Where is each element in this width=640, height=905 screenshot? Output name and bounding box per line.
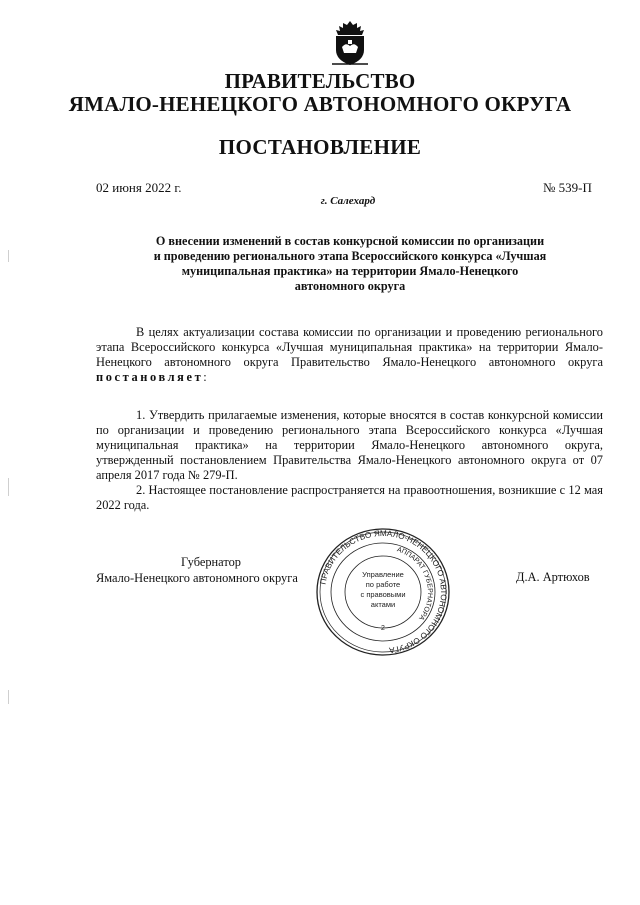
document-subject xyxy=(96,234,604,294)
subject-line: О внесении изменений в состав конкурсной комиссии по организации xyxy=(155,234,545,248)
official-stamp xyxy=(313,527,453,657)
signatory-role-line2: Ямало-Ненецкого автономного округа xyxy=(96,571,298,585)
subject-line: муниципальная практика» на территории Ямало-Ненецкого xyxy=(181,264,519,278)
government-title-line1: ПРАВИТЕЛЬСТВО xyxy=(224,69,416,93)
item-2-paragraph: 2. Настоящее постановление распространяется на правоотношения, возникшие с 12 мая 2022 года. xyxy=(96,483,603,512)
stamp-outer-text: ПРАВИТЕЛЬСТВО ЯМАЛО-НЕНЕЦКОГО АВТОНОМНОГО ОКРУГА xyxy=(318,528,449,655)
government-title-line2: ЯМАЛО-НЕНЕЦКОГО АВТОНОМНОГО ОКРУГА xyxy=(68,92,572,116)
signatory-name: Д.А. Артюхов xyxy=(516,570,590,584)
item-1-paragraph: 1. Утвердить прилагаемые изменения, которые вносятся в состав конкурсной комиссии по организации и проведению регионального этапа Всероссийского конкурса «Лучшая муниципальная практика» на территории Ямало-Ненецкого автономного округа, утвержденный постановлением Правительства Ямало-Ненецкого автономного округа от 07 апреля 2017 года № 279-П. xyxy=(96,408,603,482)
document-number: № 539-П xyxy=(543,180,592,195)
stamp-center-line2: по работе xyxy=(365,580,401,589)
preamble-paragraph: В целях актуализации состава комиссии по организации и проведению регионального этапа Всероссийского конкурса «Лучшая муниципальная практика» на территории Ямало-Ненецкого автономного округа Правительство Ямало-Ненецкого автономного округа постановляет: xyxy=(96,325,603,384)
government-title xyxy=(0,70,640,116)
scan-margin-mark xyxy=(8,478,9,496)
subject-line: и проведению регионального этапа Всероссийского конкурса «Лучшая xyxy=(153,249,547,263)
scan-margin-mark xyxy=(8,690,9,704)
scan-margin-mark xyxy=(8,250,9,262)
stamp-inner-text: АППАРАТ ГУБЕРНАТОРА xyxy=(395,546,434,622)
document-date: 02 июня 2022 г. xyxy=(96,180,182,195)
preamble-text: В целях актуализации состава комиссии по организации и проведению регионального этапа Всероссийского конкурса «Лучшая муниципальная практика» на территории Ямало-Ненецкого автономного округа Правительство Ямало-Ненецкого автономного округа xyxy=(96,325,603,369)
subject-line: автономного округа xyxy=(294,279,406,293)
stamp-number: 2 xyxy=(381,625,385,632)
document-type: ПОСТАНОВЛЕНИЕ xyxy=(218,135,422,159)
document-city: г. Салехард xyxy=(320,195,376,207)
resolves-word: постановляет xyxy=(96,370,204,384)
stamp-center-line1: Управление xyxy=(362,570,404,579)
coat-of-arms-emblem xyxy=(330,20,370,66)
signatory-role xyxy=(96,554,326,586)
stamp-center-line4: актами xyxy=(370,600,396,609)
stamp-center-line3: с правовыми xyxy=(360,590,406,599)
signatory-role-line1: Губернатор xyxy=(180,555,241,569)
